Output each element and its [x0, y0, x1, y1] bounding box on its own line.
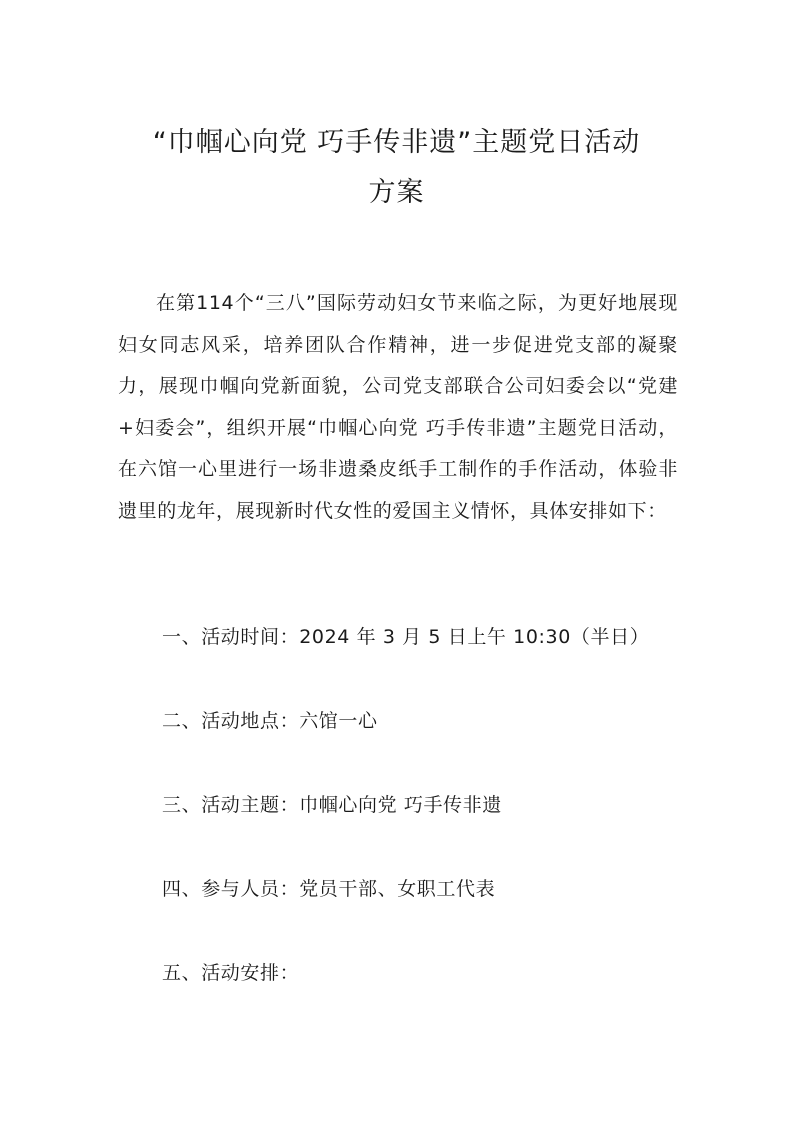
section-activity-time: 一、活动时间：2024 年 3 月 5 日上午 10:30（半日）	[162, 626, 650, 648]
section-participants: 四、参与人员：党员干部、女职工代表	[162, 878, 496, 900]
title-line-1: “巾帼心向党 巧手传非遗”主题党日活动	[152, 127, 641, 158]
intro-paragraph: 在第114个“三八”国际劳动妇女节来临之际，为更好地展现妇女同志风采，培养团队合作精神，进一步促进党支部的凝聚力，展现巾帼向党新面貌，公司党支部联合公司妇委会以“党建+妇委会”，组织开展“巾帼心向党 巧手传非遗”主题党日活动，在六馆一心里进行一场非遗桑皮纸手工制作的手作活动，体验非遗里的龙年，展现新时代女性的爱国主义情怀，具体安排如下：	[118, 292, 678, 522]
document-title	[110, 118, 683, 218]
section-activity-arrangement: 五、活动安排：	[162, 962, 300, 984]
title-line-2: 方案	[368, 177, 425, 208]
section-activity-theme: 三、活动主题：巾帼心向党 巧手传非遗	[162, 794, 502, 816]
section-activity-location: 二、活动地点：六馆一心	[162, 710, 378, 732]
